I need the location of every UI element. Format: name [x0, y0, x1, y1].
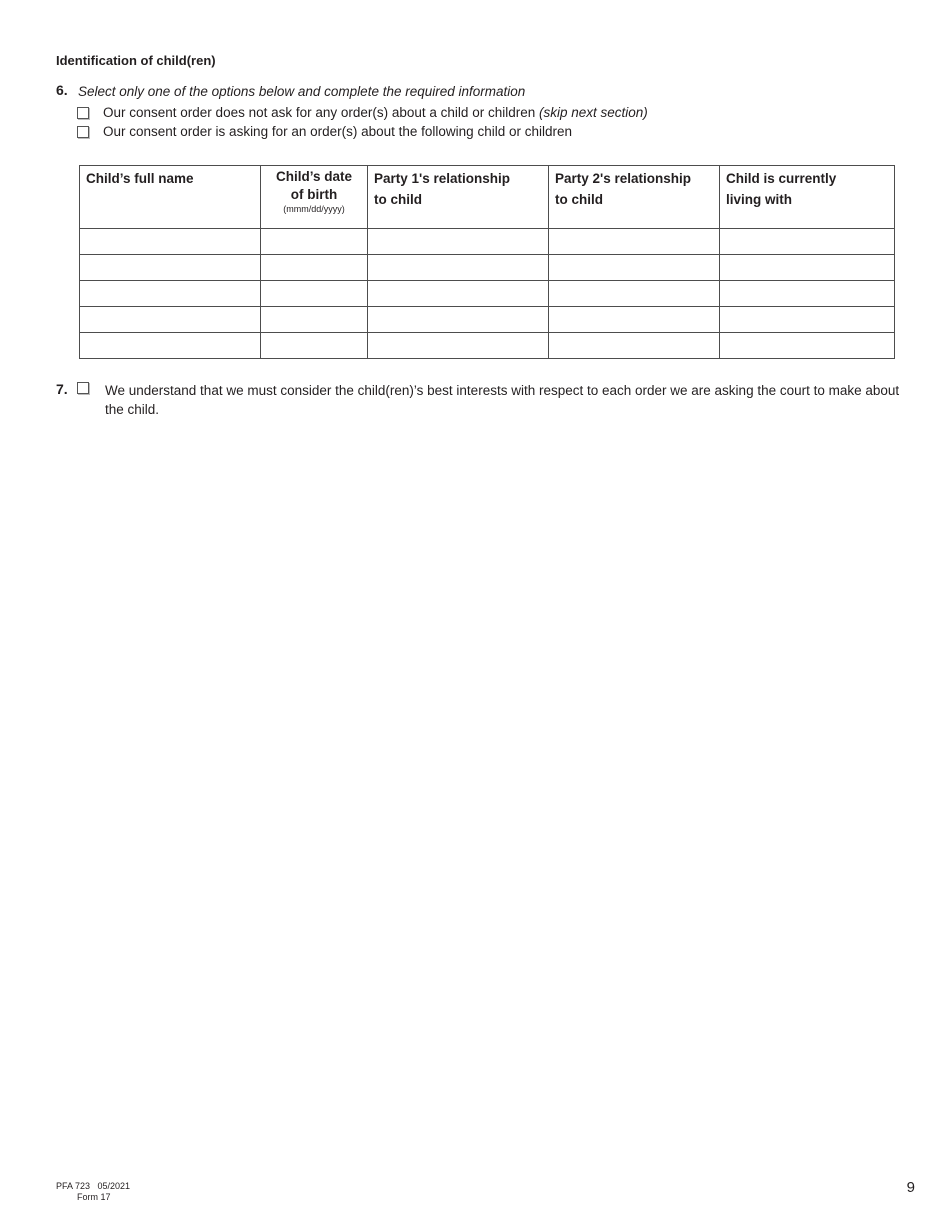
header-dob-line2: of birth	[290, 187, 338, 202]
header-child-full-name-text: Child’s full name	[86, 171, 194, 186]
header-party1-line1: Party 1's relationship	[374, 171, 511, 186]
header-party1-line2: to child	[374, 192, 422, 207]
header-party2-line2: to child	[555, 192, 603, 207]
party1-relationship-cell[interactable]	[368, 333, 549, 359]
page-number: 9	[906, 1179, 915, 1196]
option-no-child-orders-text: Our consent order does not ask for any order(s) about a child or children	[103, 105, 536, 120]
party1-relationship-cell[interactable]	[368, 307, 549, 333]
party1-relationship-cell[interactable]	[368, 281, 549, 307]
child-dob-cell[interactable]	[261, 307, 368, 333]
child-dob-cell[interactable]	[261, 333, 368, 359]
question-6-instruction: Select only one of the options below and complete the required information	[78, 84, 526, 99]
question-7-number: 7.	[56, 381, 68, 397]
header-party2-relationship	[549, 166, 720, 229]
best-interests-statement: We understand that we must consider the child(ren)’s best interests with respect to each order we are asking the court to make about the child.	[105, 383, 900, 417]
living-with-cell[interactable]	[720, 307, 895, 333]
question-6-number: 6.	[56, 82, 68, 98]
form-footer	[56, 1181, 130, 1203]
option-no-child-orders-checkbox[interactable]	[77, 107, 89, 119]
header-party2-line1: Party 2's relationship	[555, 171, 692, 186]
party2-relationship-cell[interactable]	[549, 281, 720, 307]
header-living-line1: Child is currently	[726, 171, 837, 186]
header-child-date-of-birth	[261, 166, 368, 229]
child-dob-cell[interactable]	[261, 229, 368, 255]
header-dob-line1: Child’s date	[275, 169, 352, 184]
child-name-cell[interactable]	[80, 255, 261, 281]
party2-relationship-cell[interactable]	[549, 333, 720, 359]
option-child-orders-label: Our consent order is asking for an order(s) about the following child or children	[103, 124, 572, 139]
child-name-cell[interactable]	[80, 307, 261, 333]
living-with-cell[interactable]	[720, 229, 895, 255]
party2-relationship-cell[interactable]	[549, 229, 720, 255]
party1-relationship-cell[interactable]	[368, 255, 549, 281]
child-dob-cell[interactable]	[261, 281, 368, 307]
party2-relationship-cell[interactable]	[549, 255, 720, 281]
table-row	[80, 229, 895, 255]
child-name-cell[interactable]	[80, 229, 261, 255]
table-row	[80, 307, 895, 333]
child-name-cell[interactable]	[80, 333, 261, 359]
option-no-child-orders[interactable]	[77, 105, 648, 120]
form-number: Form 17	[77, 1192, 111, 1202]
children-table	[79, 165, 895, 359]
header-party1-relationship	[368, 166, 549, 229]
option-child-orders[interactable]	[77, 124, 572, 139]
header-child-living-with	[720, 166, 895, 229]
table-row	[80, 255, 895, 281]
option-child-orders-checkbox[interactable]	[77, 126, 89, 138]
party1-relationship-cell[interactable]	[368, 229, 549, 255]
header-living-line2: living with	[726, 192, 792, 207]
party2-relationship-cell[interactable]	[549, 307, 720, 333]
table-row	[80, 333, 895, 359]
table-row	[80, 281, 895, 307]
header-dob-format-hint: (mmm/dd/yyyy)	[283, 204, 345, 214]
section-title: Identification of child(ren)	[56, 53, 216, 68]
header-child-full-name	[80, 166, 261, 229]
living-with-cell[interactable]	[720, 281, 895, 307]
option-no-child-orders-label	[103, 105, 648, 120]
child-dob-cell[interactable]	[261, 255, 368, 281]
form-code: PFA 723 05/2021	[56, 1181, 131, 1191]
best-interests-checkbox[interactable]	[77, 382, 89, 394]
living-with-cell[interactable]	[720, 333, 895, 359]
child-name-cell[interactable]	[80, 281, 261, 307]
children-table-header	[80, 166, 895, 229]
living-with-cell[interactable]	[720, 255, 895, 281]
option-no-child-orders-note: (skip next section)	[539, 105, 648, 120]
